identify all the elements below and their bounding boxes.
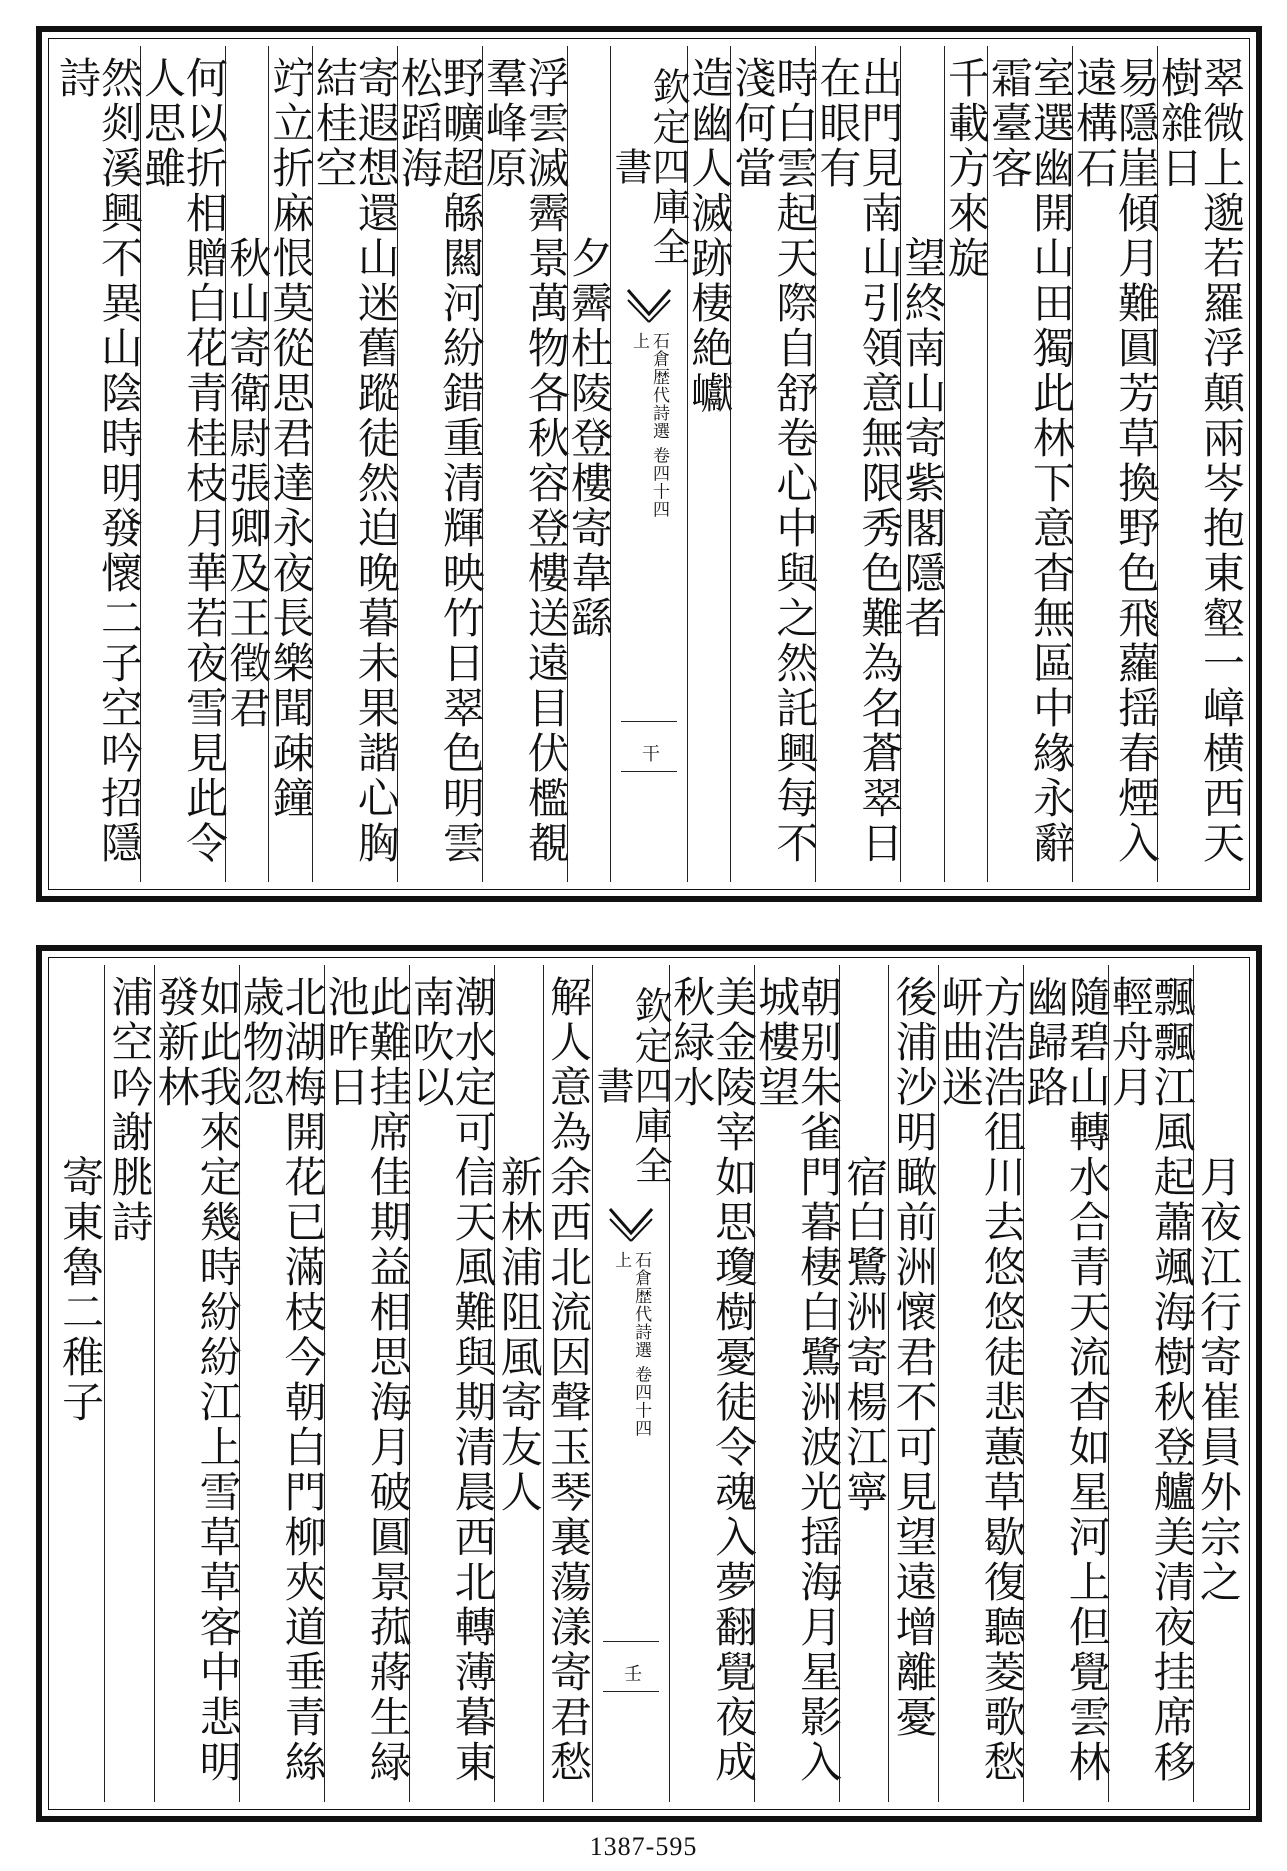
banner-page-number: 干 <box>639 744 661 762</box>
text-column: 飄飄江風起蕭颯海樹秋登艫美清夜挂席移輕舟月 <box>1108 965 1193 1802</box>
top-page <box>36 26 1262 902</box>
text-column: 時白雲起天際自舒卷心中與之然託興每不淺何當 <box>730 46 815 882</box>
banner-rule-upper <box>621 721 677 722</box>
banner-subtitle: 石倉歴代詩選 卷四十四上 <box>629 332 670 519</box>
text-column: 望終南山寄紫閣隱者 <box>900 46 943 882</box>
text-column: 室選幽開山田獨此林下意杳無區中緣永辭霜臺客 <box>987 46 1072 882</box>
text-column: 後浦沙明瞰前洲懷君不可見望遠增離憂 <box>888 965 937 1802</box>
banner-rule-lower <box>621 771 677 772</box>
text-column: 北湖梅開花已滿枝今朝白門柳夾道垂青絲歳物忽 <box>239 965 324 1802</box>
text-column: 隨碧山轉水合青天流杳如星河上但覺雲林幽歸路 <box>1023 965 1108 1802</box>
bottom-page-columns <box>56 965 1242 1802</box>
text-column: 翠微上邈若羅浮顛兩岑抱東壑一嶂横西天樹雜日 <box>1157 46 1242 882</box>
banner-subtitle: 石倉歴代詩選 卷四十四上 <box>611 1251 652 1438</box>
banner-title: 欽定四庫全書 <box>608 67 691 267</box>
banner-title: 欽定四庫全書 <box>590 986 673 1186</box>
text-column: 易隱崖傾月難圓芳草換野色飛蘿揺春煙入遠構石 <box>1072 46 1157 882</box>
folio-number: 1387-595 <box>589 1832 698 1861</box>
center-banner <box>608 46 691 882</box>
bottom-page <box>36 945 1262 1822</box>
text-column: 寄遐想還山迷舊蹤徒然迫晚暮未果諧心胸結桂空 <box>312 46 397 882</box>
text-column: 宿白鷺洲寄楊江寧 <box>839 965 888 1802</box>
text-column: 美金陵宰如思瓊樹憂徒令魂入夢翻覺夜成秋緑水 <box>669 965 754 1802</box>
text-column: 出門見南山引領意無限秀色難為名蒼翠日在眼有 <box>815 46 900 882</box>
text-column: 然剡溪興不異山陰時明發懷二子空吟招隱詩 <box>53 56 145 866</box>
text-column: 何以折相贈白花青桂枝月華若夜雪見此令人思雖 <box>140 46 225 882</box>
text-column: 野曠超緜闗河紛錯重清輝映竹日翠色明雲松蹈海 <box>397 46 482 882</box>
text-column: 方浩浩徂川去悠悠徒悲蕙草歇復聽菱歌愁岍曲迷 <box>938 965 1023 1802</box>
text-column: 竚立折麻恨莫從思君達永夜長樂聞疎鐘 <box>268 46 311 882</box>
center-banner <box>590 965 673 1802</box>
text-column: 浦空吟謝朓詩 <box>104 965 153 1802</box>
text-column: 解人意為余西北流因聲玉琴裏蕩漾寄君愁 <box>543 965 592 1802</box>
banner-rule-upper <box>603 1641 659 1642</box>
text-column: 夕霽杜陵登樓寄韋繇 <box>567 46 610 882</box>
text-column: 如此我來定幾時紛紛江上雪草草客中悲明發新林 <box>154 965 239 1802</box>
fish-tail-icon <box>626 284 672 324</box>
text-column: 千載方來旋 <box>944 46 987 882</box>
text-column: 朝别朱雀門暮棲白鷺洲波光揺海月星影入城樓望 <box>754 965 839 1802</box>
text-column: 寄東魯二稚子 <box>56 1155 106 1425</box>
text-column: 造幽人滅跡棲絶巘 <box>687 46 730 882</box>
banner-rule-lower <box>603 1691 659 1692</box>
text-column: 浮雲滅霽景萬物各秋容登樓送遠目伏檻覩羣峰原 <box>482 46 567 882</box>
text-column: 新林浦阻風寄友人 <box>494 965 543 1802</box>
text-column: 潮水定可信天風難與期清晨西北轉薄暮東南吹以 <box>409 965 494 1802</box>
fish-tail-icon <box>608 1203 654 1243</box>
top-page-columns <box>53 46 1246 882</box>
banner-page-number: 壬 <box>621 1664 643 1682</box>
text-column: 月夜江行寄崔員外宗之 <box>1193 965 1242 1802</box>
text-column: 此難挂席佳期益相思海月破圓景菰蔣生緑池昨日 <box>324 965 409 1802</box>
text-column: 秋山寄衛尉張卿及王徵君 <box>225 46 268 882</box>
